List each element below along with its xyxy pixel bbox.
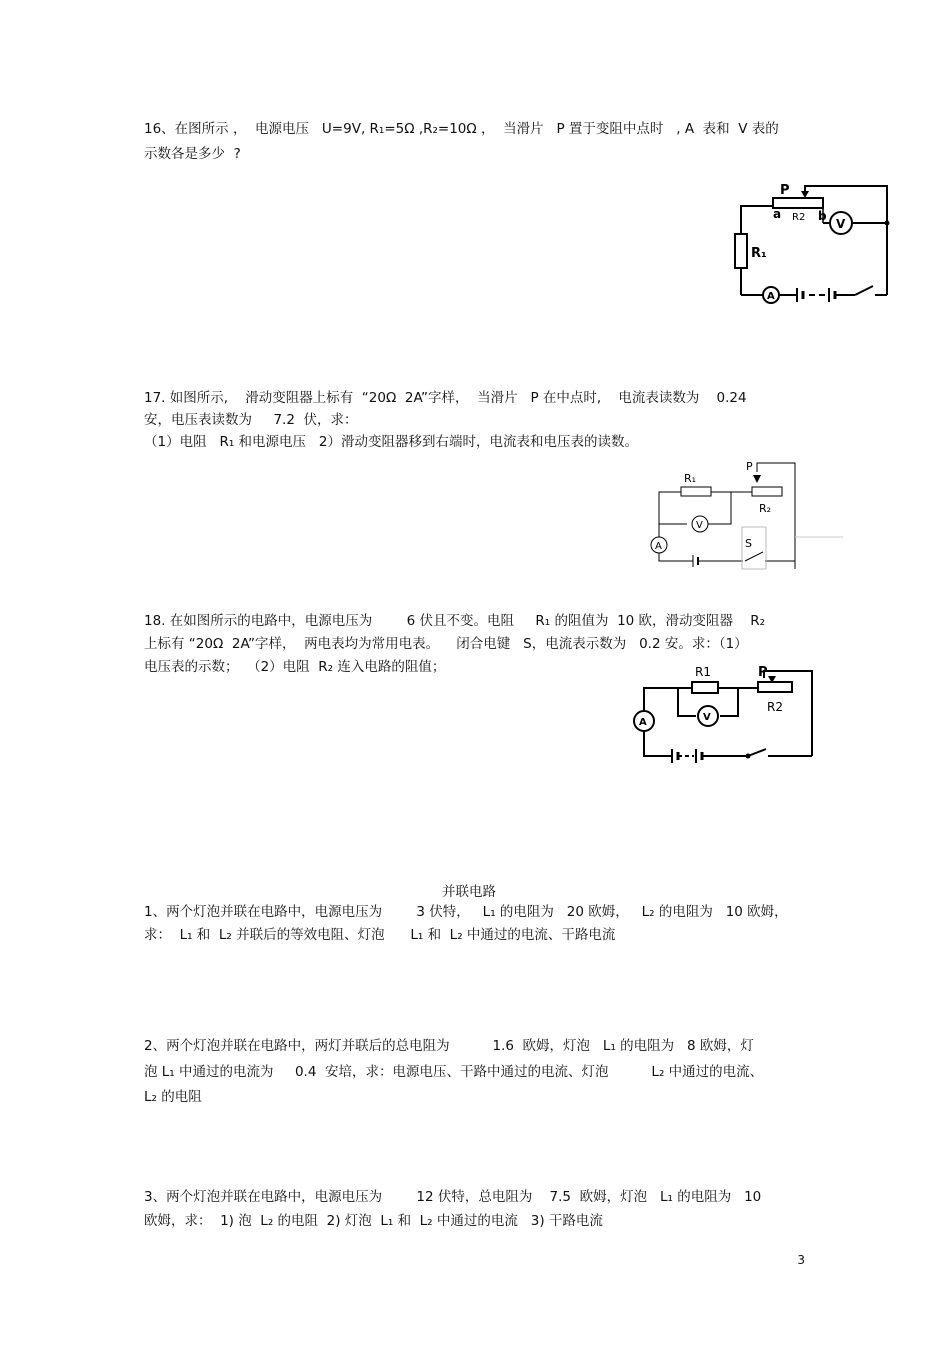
q18-text-line3: 电压表的示数； （2）电阻 R₂ 连入电路的阻值； — [144, 659, 446, 675]
q16-label-r2: R2 — [792, 212, 806, 223]
voltmeter-icon: V — [696, 520, 703, 531]
q18-label-p: P — [758, 665, 768, 680]
q17-label-s: S — [745, 537, 752, 550]
slider-arrow-icon — [753, 475, 761, 483]
p2-text-line1: 2、两个灯泡并联在电路中，两灯并联后的总电阻为 1.6 欧姆，灯泡 L₁ 的电阻为 8 欧姆，灯 — [144, 1038, 754, 1054]
voltmeter-icon: V — [703, 712, 711, 723]
q16-text-line2: 示数各是多少 ? — [144, 146, 241, 162]
ammeter-icon: A — [639, 717, 647, 728]
switch-pivot-dot — [746, 754, 751, 759]
q16-circuit-diagram — [725, 178, 900, 308]
junction-dot — [885, 221, 890, 226]
q17-text-line3: （1）电阻 R₁ 和电源电压 2）滑动变阻器移到右端时，电流表和电压表的读数。 — [144, 434, 639, 450]
p2-text-line2: 泡 L₁ 中通过的电流为 0.4 安培，求：电源电压、干路中通过的电流、灯泡 L₂ 中通过的电流、 — [144, 1064, 764, 1080]
q16-label-r1: R₁ — [751, 246, 767, 261]
q18-text-line2: 上标有 “20Ω 2A”字样， 两电表均为常用电表。 闭合电键 S，电流表示数为 0.2 安。求：（1） — [144, 636, 748, 652]
q17-label-r1: R₁ — [684, 472, 697, 485]
q16-label-p: P — [780, 183, 790, 198]
section-title: 并联电路 — [442, 884, 496, 900]
q17-circuit-diagram — [645, 457, 845, 575]
p1-text-line1: 1、两个灯泡并联在电路中，电源电压为 3 伏特， L₁ 的电阻为 20 欧姆， L₂ 的电阻为 10 欧姆， — [144, 904, 788, 920]
ammeter-icon: A — [767, 291, 775, 302]
q17-text-line2: 安，电压表读数为 7.2 伏，求： — [144, 412, 358, 428]
p2-text-line3: L₂ 的电阻 — [144, 1089, 202, 1105]
q17-label-r2: R₂ — [759, 502, 772, 515]
q16-label-a: a — [773, 207, 782, 221]
q18-text-line1: 18. 在如图所示的电路中，电源电压为 6 伏且不变。电阻 R₁ 的阻值为 10 欧，滑动变阻器 R₂ — [144, 613, 766, 629]
q17-label-p: P — [746, 460, 753, 473]
p3-text-line1: 3、两个灯泡并联在电路中，电源电压为 12 伏特，总电阻为 7.5 欧姆，灯泡 L₁ 的电阻为 10 — [144, 1189, 762, 1205]
ammeter-icon: A — [655, 541, 662, 552]
voltmeter-icon: V — [836, 217, 846, 231]
q17-text-line1: 17. 如图所示, 滑动变阻器上标有 “20Ω 2A”字样， 当滑片 P 在中点时, 电流表读数为 0.24 — [144, 390, 747, 406]
p1-text-line2: 求： L₁ 和 L₂ 并联后的等效电阻、灯泡 L₁ 和 L₂ 中通过的电流、干路电流 — [144, 927, 616, 943]
slider-arrow-icon — [801, 191, 809, 198]
q16-text-line1: 16、在图所示 ， 电源电压 U=9V, R₁=5Ω ,R₂=10Ω ， 当滑片 P 置于变阻中点时 , A 表和 V 表的 — [144, 121, 779, 137]
page-number: 3 — [797, 1253, 805, 1267]
p3-text-line2: 欧姆，求： 1) 泡 L₂ 的电阻 2) 灯泡 L₁ 和 L₂ 中通过的电流 3) 干路电流 — [144, 1213, 603, 1229]
q18-label-r2: R2 — [767, 700, 783, 714]
q18-circuit-diagram — [628, 664, 823, 766]
q16-label-b: b — [818, 209, 827, 223]
q18-label-r1: R1 — [695, 665, 711, 679]
